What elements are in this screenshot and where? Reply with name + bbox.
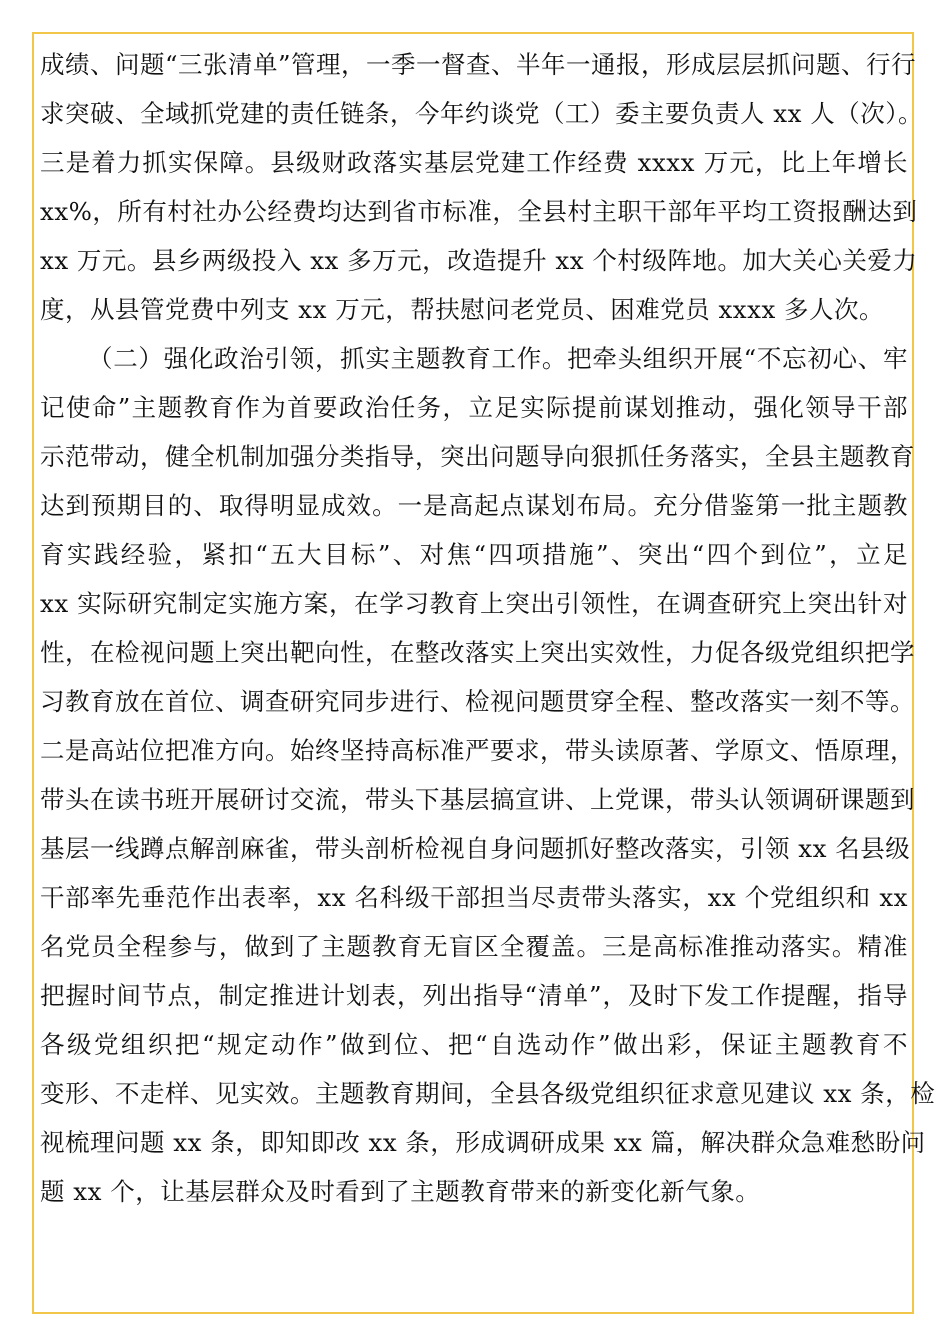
text-line: xx%，所有村社办公经费均达到省市标准，全县村主职干部年平均工资报酬达到 <box>40 197 918 226</box>
text-line: 各级党组织把“规定动作”做到位、把“自选动作”做出彩，保证主题教育不 <box>40 1030 908 1059</box>
text-line: 性，在检视问题上突出靶向性，在整改落实上突出实效性，力促各级党组织把学 <box>40 638 915 667</box>
paragraph-heading-line: （二）强化政治引领，抓实主题教育工作。把牵头组织开展“不忘初心、牢 <box>88 344 908 373</box>
text-line: 成绩、问题“三张清单”管理，一季一督查、半年一通报，形成层层抓问题、行行 <box>40 50 917 79</box>
text-line: 习教育放在首位、调查研究同步进行、检视问题贯穿全程、整改落实一刻不等。 <box>40 687 915 716</box>
text-line: 干部率先垂范作出表率，xx 名科级干部担当尽责带头落实，xx 个党组织和 xx <box>40 883 908 912</box>
text-line: xx 实际研究制定实施方案，在学习教育上突出引领性，在调查研究上突出针对 <box>40 589 908 618</box>
text-line: 三是着力抓实保障。县级财政落实基层党建工作经费 xxxx 万元，比上年增长 <box>40 148 908 177</box>
text-line: 记使命”主题教育作为首要政治任务，立足实际提前谋划推动，强化领导干部 <box>40 393 908 422</box>
text-line: 变形、不走样、见实效。主题教育期间，全县各级党组织征求意见建议 xx 条，检 <box>40 1079 936 1108</box>
text-line: 把握时间节点，制定推进计划表，列出指导“清单”，及时下发工作提醒，指导 <box>40 981 908 1010</box>
document-body <box>40 40 936 1216</box>
text-line: 视梳理问题 xx 条，即知即改 xx 条，形成调研成果 xx 篇，解决群众急难愁盼问 <box>40 1128 926 1157</box>
text-line: 二是高站位把准方向。始终坚持高标准严要求，带头读原著、学原文、悟原理， <box>40 736 915 765</box>
text-line: 基层一线蹲点解剖麻雀，带头剖析检视自身问题抓好整改落实，引领 xx 名县级 <box>40 834 911 863</box>
text-line: xx 万元。县乡两级投入 xx 多万元，改造提升 xx 个村级阵地。加大关心关爱力 <box>40 246 918 275</box>
text-line: 带头在读书班开展研讨交流，带头下基层搞宣讲、上党课，带头认领调研课题到 <box>40 785 915 814</box>
text-line: 名党员全程参与，做到了主题教育无盲区全覆盖。三是高标准推动落实。精准 <box>40 932 908 961</box>
text-line: 育实践经验，紧扣“五大目标”、对焦“四项措施”、突出“四个到位”，立足 <box>40 540 908 569</box>
text-line: 求突破、全域抓党建的责任链条，今年约谈党（工）委主要负责人 xx 人（次）。 <box>40 99 923 128</box>
text-line: 达到预期目的、取得明显成效。一是高起点谋划布局。充分借鉴第一批主题教 <box>40 491 908 520</box>
text-line: 度，从县管党费中列支 xx 万元，帮扶慰问老党员、困难党员 xxxx 多人次。 <box>40 295 885 324</box>
text-line: 题 xx 个，让基层群众及时看到了主题教育带来的新变化新气象。 <box>40 1177 761 1206</box>
text-line: 示范带动，健全机制加强分类指导，突出问题导向狠抓任务落实，全县主题教育 <box>40 442 915 471</box>
